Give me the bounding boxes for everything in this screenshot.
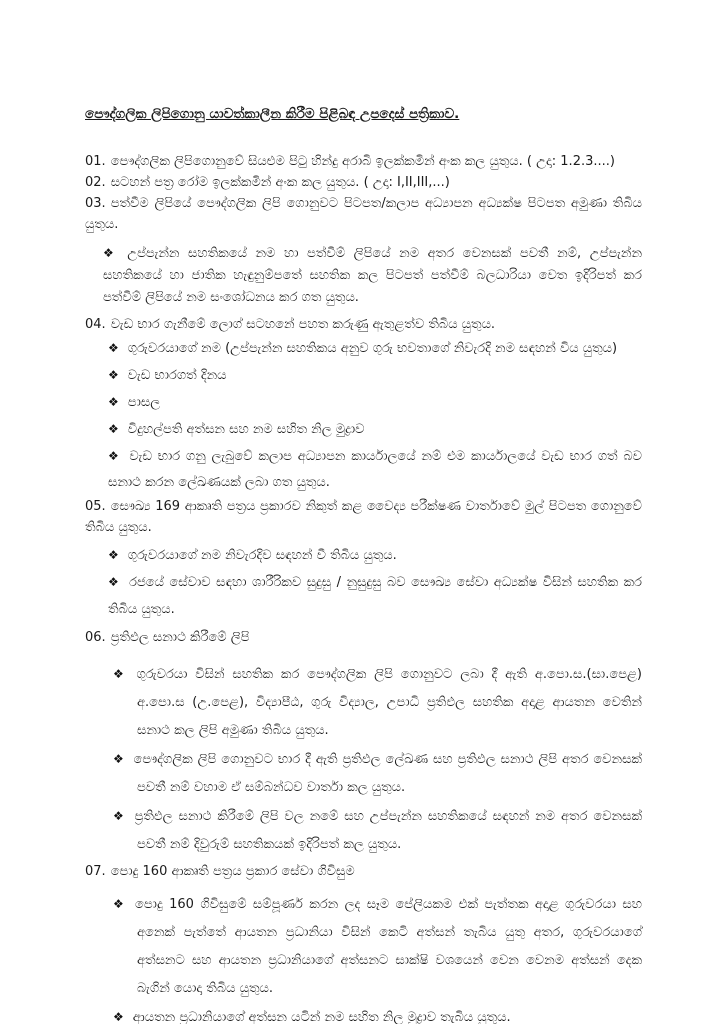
item-text — [85, 314, 642, 335]
bullet-item — [108, 389, 642, 416]
item-body: ප්‍රතිඵල සනාථ කිරීමේ ලිපි — [110, 630, 250, 645]
bullet-text: වැඩ භාර ගනු ලැබුවේ කලාප අධ්‍යාපන කාර්යාලයේ නම් එම කාර්යාලයේ වැඩ භාර ගත් බව සනාථ කරන ලේඛණයක් ලබා ගත යුතුය. — [108, 449, 642, 490]
item-text — [85, 627, 642, 648]
diamond-bullet-icon: ❖ — [108, 548, 119, 562]
bullet-text: උප්පැන්න සහතිකයේ නම හා පත්වීම් ලිපියේ නම අතර වෙනසක් පවතී නම්, උප්පැන්න සහතිකයේ හා ජාතික හැඳුනුම්පතේ සහතික කල පිටපත් පත්වීම් බලධාරියා වෙත ඉදිරිපත් කර පත්වීම් ලිපියේ නම සංශෝධනය කර ගත යුතුය. — [103, 246, 642, 305]
bullet-text: ගුරුවරයා විසින් සහතික කර පෞද්ගලික ලිපි ගොනුවට ලබා දී ඇති අ.පො.ස.(සා.පෙළ) අ.පො.ස (උ.පෙළ), විද්‍යාපීඨ, ගුරු විද්‍යාල, උපාධි ප්‍රතිඵල සහතික අදාළ ආයතන වෙතින් සනාථ කල ලිපි අමුණා තිබිය යුතුය. — [136, 667, 642, 738]
item-body: පොදු 160 ආකෘති පත්‍රය ප්‍රකාර සේවා ගිවිසුම — [110, 864, 355, 879]
diamond-bullet-icon: ❖ — [108, 395, 119, 409]
item-number: 07. — [85, 864, 106, 879]
item-body: පෞද්ගලික ලිපිගොනුවේ සියළුම පිටු හින්දු අරාබි ඉලක්කමින් අංක කල යුතුය. ( උදා: 1.2.3....) — [110, 154, 615, 169]
diamond-bullet-icon: ❖ — [108, 575, 121, 589]
item-number: 01. — [85, 154, 106, 169]
bullet-item — [108, 569, 642, 623]
bullet-item — [108, 443, 642, 496]
bullet-item — [108, 362, 642, 389]
bullet-text: ගුරුවරයාගේ නම (උප්පැන්න සහතිකය අනුව ගුරු භවතාගේ නිවැරදි නම සඳහන් විය යුතුය) — [127, 341, 618, 356]
diamond-bullet-icon: ❖ — [108, 341, 119, 355]
list-item-01 — [85, 151, 642, 172]
item-number: 03. — [85, 196, 106, 211]
list-item-07 — [85, 861, 642, 1024]
bullet-list — [85, 542, 642, 623]
diamond-bullet-icon: ❖ — [113, 897, 127, 911]
bullet-text: පෞද්ගලික ලිපි ගොනුවට භාර දී ඇති ප්‍රතිඵල ලේඛණ සහ ප්‍රතිඵල සනාථ ලිපි අතර වෙනසක් පවතී නම් වහාම ඒ සම්බන්ධව වාර්තා කල යුතුය. — [133, 752, 642, 795]
bullet-list — [85, 660, 642, 859]
item-text — [85, 861, 642, 882]
item-text — [85, 151, 642, 172]
list-item-05 — [85, 496, 642, 623]
item-body: වැඩ භාර ගැනීමේ ලොග් සටහනේ පහත කරුණු ඇතුළත්ව තිබිය යුතුය. — [110, 317, 496, 332]
bullet-item — [108, 542, 642, 569]
item-number: 06. — [85, 630, 106, 645]
item-text — [85, 496, 642, 538]
bullet-item — [113, 1003, 642, 1024]
diamond-bullet-icon: ❖ — [113, 1010, 124, 1024]
bullet-item — [113, 802, 642, 859]
item-number: 04. — [85, 317, 106, 332]
bullet-text: ගුරුවරයාගේ නම නිවැරදිව සඳහන් වී තිබිය යුතුය. — [127, 548, 397, 563]
bullet-item — [113, 745, 642, 802]
bullet-text: වැඩ භාරගත් දිනය — [127, 368, 227, 383]
bullet-item — [113, 890, 642, 1003]
item-number: 02. — [85, 175, 106, 190]
diamond-bullet-icon: ❖ — [103, 246, 119, 260]
bullet-text: පොදු 160 ගිවිසුමේ සම්පූර්ණ කරන ලද සෑම පේලියකම එක් පැත්තක අදාළ ගුරුවරයා සහ අනෙක් පැත්තේ ආයතන ප්‍රධානියා විසින් කෙටි අත්සන් තැබිය යුතු අතර, ගුරුවරයාගේ අත්සනට සහ ආයතන ප්‍රධානියාගේ අත්සනට සාක්ෂි වශයෙන් වෙන වෙනම අත්සන් දෙක බැගින් යොදා තිබිය යුතුය. — [135, 897, 642, 996]
bullet-text: පාසල — [127, 395, 161, 410]
diamond-bullet-icon: ❖ — [108, 449, 121, 463]
bullet-text: විදුහල්පති අත්සන සහ නම සහිත නිල මුද්‍රාව — [127, 422, 365, 437]
item-body: සෞඛ්‍ය 169 ආකෘති පත්‍රය ප්‍රකාරව නිකුත් කළ වෛද්‍ය පරීක්ෂණ වාර්තාවේ මුල් පිටපත ගොනුවේ තිබිය යුතුය. — [85, 499, 642, 535]
diamond-bullet-icon: ❖ — [113, 809, 126, 823]
list-item-06 — [85, 627, 642, 859]
page-title: පෞද්ගලික ලිපිගොනු යාවත්කාලීන කිරීම පිළිබඳ උපදෙස් පත්‍රිකාව. — [85, 106, 460, 122]
diamond-bullet-icon: ❖ — [113, 752, 125, 766]
bullet-item — [108, 416, 642, 443]
diamond-bullet-icon: ❖ — [113, 667, 128, 681]
bullet-text: රජයේ සේවාව සඳහා ශාරීරිකව සුදුසු / නුසුදුසු බව සෞඛ්‍ය සේවා අධ්‍යක්ෂ විසින් සහතික කර තිබිය යුතුය. — [108, 575, 643, 617]
item-number: 05. — [85, 499, 106, 514]
bullet-item — [108, 335, 642, 362]
list-item-04 — [85, 314, 642, 496]
item-text — [85, 172, 642, 193]
diamond-bullet-icon: ❖ — [108, 422, 119, 436]
list-item-03 — [85, 193, 642, 309]
bullet-list — [85, 335, 642, 496]
list-item-02 — [85, 172, 642, 193]
item-body: පත්වීම ලිපියේ පෞද්ගලික ලිපි ගොනුවට පිටපත/කලාප අධ්‍යාපන අධ්‍යක්ෂ පිටපත අමුණා තිබිය යුතුය. — [85, 196, 642, 232]
bullet-item — [103, 242, 642, 309]
item-body: සටහන් පත්‍ර රෝම ඉලක්කමින් අංක කල යුතුය. ( උදා: I,II,III,...) — [110, 175, 450, 190]
bullet-list — [85, 890, 642, 1024]
bullet-item — [113, 660, 642, 745]
bullet-text: ආයතන ප්‍රධානියාගේ අත්සන යටින් නම සහිත නිල මුද්‍රාව තැබිය යුතුය. — [132, 1010, 511, 1024]
item-text — [85, 193, 642, 235]
bullet-text: ප්‍රතිඵල සනාථ කිරීමේ ලිපි වල නමේ සහ උප්පැන්න සහතිකයේ සඳහන් නම අතර වෙනසක් පවතී නම් දිවුරුම් සහතිකයක් ඉදිරිපත් කල යුතුය. — [134, 809, 642, 852]
diamond-bullet-icon: ❖ — [108, 368, 119, 382]
